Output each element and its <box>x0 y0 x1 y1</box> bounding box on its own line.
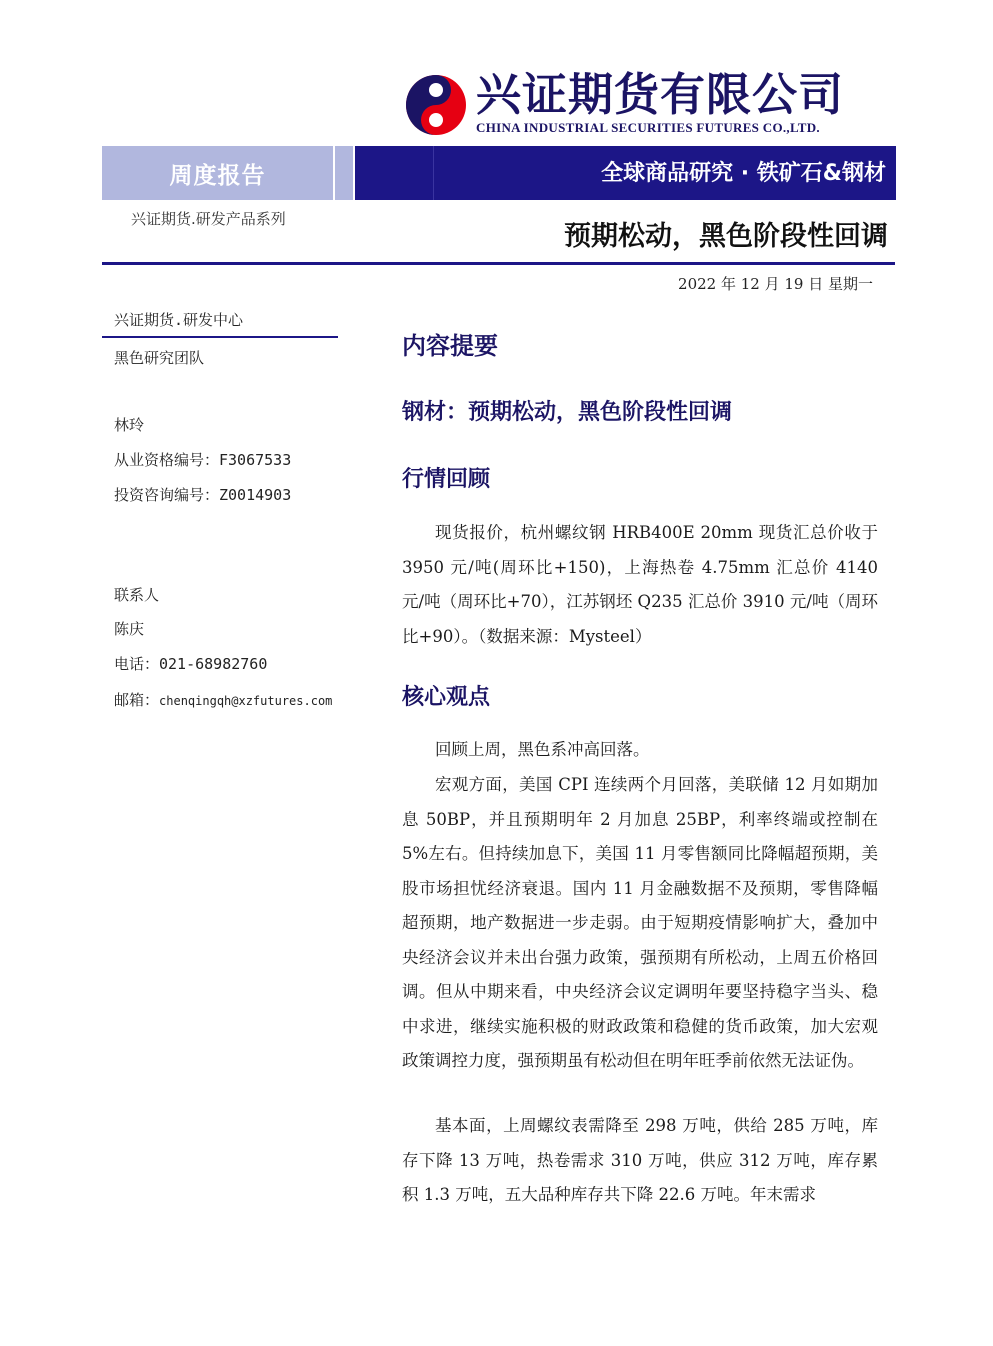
company-logo-icon <box>404 73 468 137</box>
contact-phone: 电话：021-68982760 <box>114 655 268 673</box>
summary-heading: 内容提要 <box>402 332 498 360</box>
product-series: 兴证期货.研发产品系列 <box>131 210 286 228</box>
report-type-badge <box>102 146 333 200</box>
market-review-heading: 行情回顾 <box>402 467 491 492</box>
sidebar-rule <box>102 336 338 338</box>
sidebar-org: 兴证期货.研发中心 <box>114 311 244 329</box>
license-number: 从业资格编号：F3067533 <box>114 451 292 469</box>
category-title: 全球商品研究 · 铁矿石&钢材 <box>601 161 886 186</box>
company-name-cn: 兴证期货有限公司 <box>476 68 845 121</box>
core-view-p1: 回顾上周，黑色系冲高回落。 <box>435 740 650 759</box>
core-view-p2: 宏观方面，美国 CPI 连续两个月回落，美联储 12 月如期加息 50BP，并且预期明年 2 月加息 25BP，利率终端或控制在 5%左右。但持续加息下，美国 11 月零售额同比降幅超预期，美股市场担忧经济衰退。国内 11 月金融数据不及预期，零售降幅超预期，地产数据进一步走弱。由于短期疫情影响扩大，叠加中央经济会议并未出台强力政策，强预期有所松动，上周五价格回调。但从中期来看，中央经济会议定调明年要坚持稳字当头、稳中求进，继续实施积极的财政政策和稳健的货币政策，加大宏观政策调控力度，强预期虽有松动但在明年旺季前依然无法证伪。 <box>402 775 878 1070</box>
report-date: 2022 年 12 月 19 日 星期一 <box>678 275 873 293</box>
contact-email-row <box>114 689 332 710</box>
core-view-p3: 基本面，上周螺纹表需降至 298 万吨，供给 285 万吨，库存下降 13 万吨，热卷需求 310 万吨，供应 312 万吨，库存累积 1.3 万吨，五大品种库存共下降 22.6 万吨。年末需求 <box>402 1116 878 1204</box>
header-rule <box>102 262 895 265</box>
band-inner-line <box>433 146 434 200</box>
report-type-label: 周度报告 <box>169 162 266 189</box>
company-name-en: CHINA INDUSTRIAL SECURITIES FUTURES CO.,LTD. <box>476 120 820 135</box>
sidebar-team: 黑色研究团队 <box>114 349 205 367</box>
contact-name: 陈庆 <box>114 620 145 638</box>
core-view-heading: 核心观点 <box>402 685 491 710</box>
report-headline: 预期松动，黑色阶段性回调 <box>564 221 888 252</box>
market-review-text: 现货报价，杭州螺纹钢 HRB400E 20mm 现货汇总价收于 3950 元/吨(周环比+150)，上海热卷 4.75mm 汇总价 4140 元/吨（周环比+70），江苏钢坯 Q235 汇总价 3910 元/吨（周环比+90）。（数据来源：Mysteel） <box>402 523 878 646</box>
consult-number: 投资咨询编号：Z0014903 <box>114 486 292 504</box>
email-link[interactable]: chenqingqh@xzfutures.com <box>159 694 333 708</box>
steel-subheading: 钢材：预期松动，黑色阶段性回调 <box>402 400 733 425</box>
analyst-name: 林玲 <box>114 416 145 434</box>
email-label: 邮箱： <box>114 691 160 709</box>
contact-label: 联系人 <box>114 586 160 604</box>
band-divider <box>335 146 353 200</box>
